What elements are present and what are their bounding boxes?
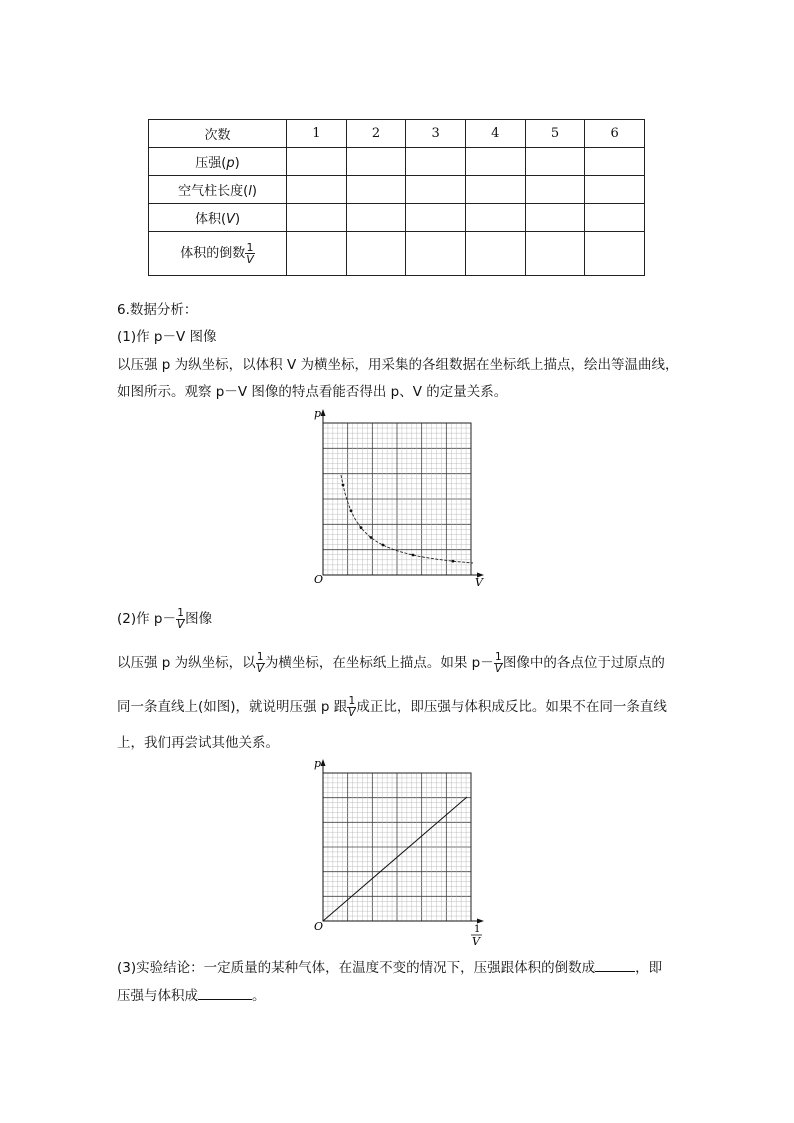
step2-line3: 上，我们再尝试其他关系。 [117,735,279,751]
fraction: $\frac{1}{V}$ [348,695,356,719]
origin-label: O [314,920,324,933]
grid [323,773,471,921]
data-point [370,536,373,539]
data-point [452,560,455,563]
step2-line1: 以压强 p 为纵坐标，以 $\frac{1}{V}$ 为横坐标，在坐标纸上描点。如果 p－ $\frac{1}{V}$ 图像中的各点位于过原点的 [117,651,665,675]
answer-blank[interactable] [595,957,635,972]
step1-line1: 以压强 p 为纵坐标，以体积 V 为横坐标，用采集的各组数据在坐标纸上描点，绘出等温曲线， [117,357,679,373]
p-inverse-v-graph-svg [310,755,490,950]
y-axis-label: p [314,407,322,420]
step1-line2: 如图所示。观察 p－V 图像的特点看能否得出 p、V 的定量关系。 [117,384,508,400]
data-point [350,509,353,512]
column-header: 2 [346,120,406,148]
table-cell [406,232,466,276]
table-cell [287,176,347,204]
x-axis-arrow-icon [477,919,484,924]
p-inverse-v-graph [310,755,490,954]
table-cell [465,148,525,176]
column-header: 5 [525,120,585,148]
x-axis-label-den: V [472,935,480,948]
table-cell [287,148,347,176]
table-cell [585,176,645,204]
table-cell [406,204,466,232]
table-cell [585,232,645,276]
table-cell [525,232,585,276]
x-axis-label-num: 1 [474,924,481,935]
fraction: $\frac{1}{V}$ [494,651,502,675]
step1-title: (1)作 p－V 图像 [117,329,217,345]
row-label-length: 空气柱长度(l) [149,176,287,204]
table-cell [465,176,525,204]
y-axis-arrow-icon [321,409,326,416]
column-header: 4 [465,120,525,148]
pv-graph-svg [310,405,490,590]
table-cell [346,232,406,276]
fraction: $\frac{1}{V}$ [246,241,254,266]
table-cell [525,204,585,232]
proportional-line [323,797,467,921]
grid [323,423,471,575]
table-cell [525,148,585,176]
answer-blank[interactable] [198,985,252,1000]
table-row [149,120,645,148]
row-label-volume: 体积(V) [149,204,287,232]
table-row [149,148,645,176]
table-header-label: 次数 [149,120,287,148]
table-row [149,204,645,232]
table-cell [346,148,406,176]
table-cell [465,232,525,276]
step2-line2: 同一条直线上(如图)，就说明压强 p 跟 $\frac{1}{V}$ 成正比，即压强与体积成反比。如果不在同一条直线 [117,695,667,719]
data-point [382,544,385,547]
table-cell [346,176,406,204]
table-cell [585,148,645,176]
table-row [149,176,645,204]
table-cell [525,176,585,204]
step2-title: (2)作 p－ $\frac{1}{V}$ 图像 [117,607,213,631]
column-header: 3 [406,120,466,148]
table-cell [287,204,347,232]
data-point [412,554,415,557]
x-axis-label: V [475,576,483,589]
column-header: 1 [287,120,347,148]
y-axis-label: p [314,757,322,770]
data-point [342,484,345,487]
step3-line1: (3)实验结论：一定质量的某种气体，在温度不变的情况下，压强跟体积的倒数成 ，即 [117,957,677,978]
table-cell [585,204,645,232]
row-label-inverse-volume: 体积的倒数 $\frac{1}{V}$ [149,232,287,276]
step3-line2: 压强与体积成 。 [117,985,677,1006]
table-cell [406,176,466,204]
table-cell [465,204,525,232]
section-title: 6.数据分析： [117,302,198,318]
y-axis-arrow-icon [321,759,326,766]
data-point [360,526,363,529]
table-cell [346,204,406,232]
table-cell [406,148,466,176]
table-row [149,232,645,276]
data-table [148,119,645,276]
column-header: 6 [585,120,645,148]
fraction: $\frac{1}{V}$ [176,607,185,631]
pv-graph [310,405,490,594]
origin-label: O [314,573,324,586]
row-label-pressure: 压强(p) [149,148,287,176]
table-cell [287,232,347,276]
fraction: $\frac{1}{V}$ [256,651,264,675]
